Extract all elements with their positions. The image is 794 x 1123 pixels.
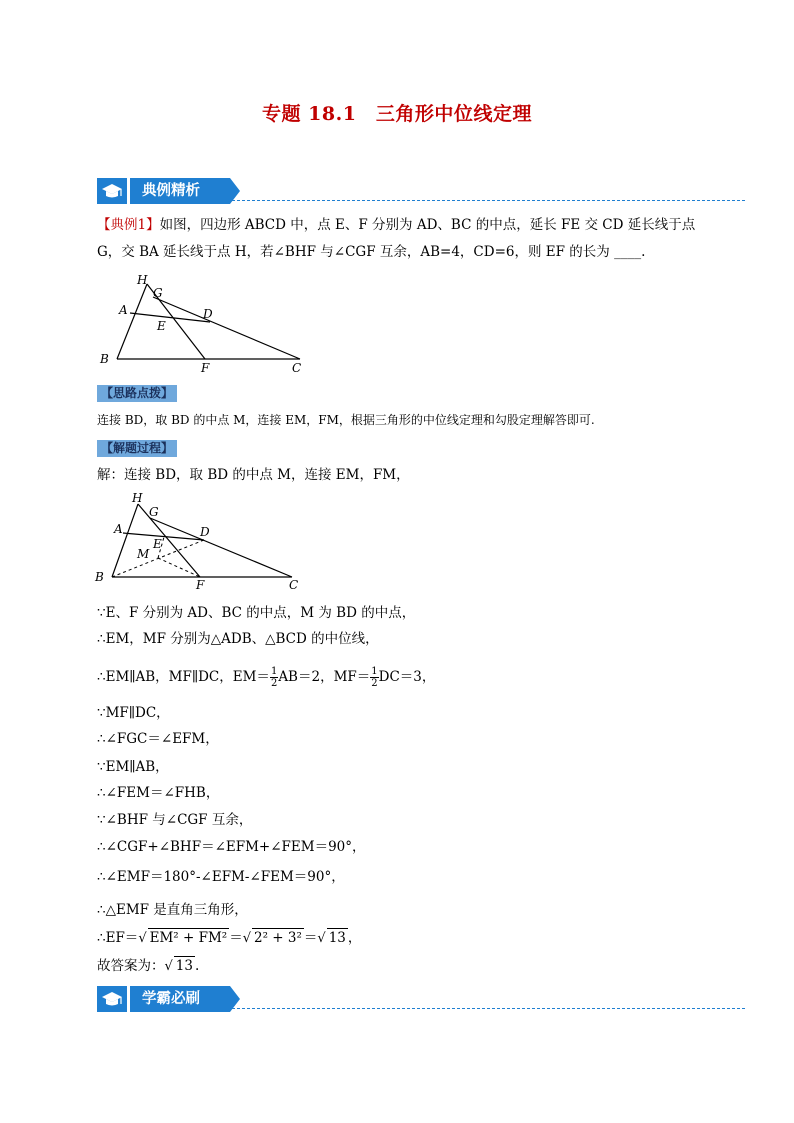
label-B: B bbox=[95, 570, 104, 584]
graduation-cap-icon bbox=[97, 986, 127, 1012]
ef-eq: ∴EF＝ bbox=[97, 930, 139, 946]
example-text-1: 如图，四边形 ABCD 中，点 E、F 分别为 AD、BC 的中点，延长 FE 交 CD 延长线于点 bbox=[159, 217, 696, 233]
section-title: 典例精析 bbox=[130, 178, 230, 204]
step-7: ∴∠FEM＝∠FHB， bbox=[97, 785, 220, 801]
label-H: H bbox=[137, 273, 148, 287]
step-4: ∵MF∥DC， bbox=[97, 705, 170, 721]
chevron-right-icon bbox=[221, 986, 243, 1012]
frac-den: 2 bbox=[371, 678, 378, 689]
section-title: 学霸必刷 bbox=[130, 986, 230, 1012]
step-3 bbox=[97, 666, 435, 689]
example-line-1 bbox=[97, 216, 695, 234]
label-E: E bbox=[153, 537, 162, 551]
radicand-2: 2² + 3² bbox=[254, 930, 302, 946]
example-line-2: G，交 BA 延长线于点 H，若∠BHF 与∠CGF 互余，AB=4，CD=6，则 EF 的长为 ____. bbox=[97, 244, 646, 260]
dashed-rule bbox=[227, 200, 745, 201]
chevron-right-icon bbox=[221, 178, 243, 204]
step-10: ∴∠EMF＝180°-∠EFM-∠FEM＝90°， bbox=[97, 869, 345, 885]
answer-radicand: 13 bbox=[175, 958, 193, 974]
step-12 bbox=[97, 928, 361, 948]
answer-period: . bbox=[194, 958, 200, 974]
step-3-a: ∴EM∥AB，MF∥DC，EM＝ bbox=[97, 669, 270, 685]
fraction-half bbox=[370, 666, 378, 689]
frac-num: 1 bbox=[371, 666, 378, 677]
label-B: B bbox=[100, 352, 109, 366]
sqrt-symbol: √ bbox=[317, 931, 326, 946]
label-D: D bbox=[200, 525, 210, 539]
label-A: A bbox=[119, 303, 128, 317]
step-8: ∵∠BHF 与∠CGF 互余， bbox=[97, 812, 253, 828]
section-header-practice bbox=[97, 986, 745, 1014]
answer-label: 故答案为： bbox=[97, 958, 165, 974]
label-C: C bbox=[289, 578, 299, 592]
figure-solution bbox=[92, 488, 312, 594]
step-6: ∵EM∥AB， bbox=[97, 759, 169, 775]
radicand-1: EM² + FM² bbox=[149, 930, 228, 946]
page-title: 专题 18.1 三角形中位线定理 bbox=[262, 103, 532, 125]
solution-intro: 解：连接 BD，取 BD 的中点 M，连接 EM，FM， bbox=[97, 467, 410, 483]
graduation-cap-icon bbox=[97, 178, 127, 204]
step-3-c: DC＝3， bbox=[378, 669, 436, 685]
label-H: H bbox=[132, 491, 143, 505]
label-G: G bbox=[153, 286, 163, 300]
step-9: ∴∠CGF+∠BHF＝∠EFM+∠FEM＝90°， bbox=[97, 839, 366, 855]
section-header-examples bbox=[97, 178, 745, 206]
step-5: ∴∠FGC＝∠EFM， bbox=[97, 731, 219, 747]
sqrt-symbol: √ bbox=[242, 931, 251, 946]
label-F: F bbox=[201, 361, 210, 375]
figure-quadrilateral bbox=[95, 270, 315, 378]
step-3-b: AB＝2，MF＝ bbox=[278, 669, 371, 685]
step-1: ∵E、F 分别为 AD、BC 的中点，M 为 BD 的中点， bbox=[97, 605, 416, 621]
example-label: 【典例1】 bbox=[97, 217, 160, 233]
hint-text: 连接 BD，取 BD 的中点 M，连接 EM，FM，根据三角形的中位线定理和勾股定理解答即可. bbox=[97, 413, 595, 427]
dashed-rule bbox=[227, 1008, 745, 1009]
sqrt-symbol: √ bbox=[164, 959, 173, 974]
answer-line bbox=[97, 956, 199, 976]
label-C: C bbox=[292, 361, 302, 375]
label-D: D bbox=[203, 307, 213, 321]
step-11: ∴△EMF 是直角三角形， bbox=[97, 902, 248, 918]
solution-tag: 【解题过程】 bbox=[97, 440, 177, 457]
label-E: E bbox=[157, 319, 166, 333]
label-A: A bbox=[114, 522, 123, 536]
comma: ， bbox=[347, 930, 362, 946]
label-F: F bbox=[196, 578, 205, 592]
hint-tag: 【思路点拨】 bbox=[97, 385, 177, 402]
label-M: M bbox=[137, 547, 150, 561]
sqrt-symbol: √ bbox=[138, 931, 147, 946]
label-G: G bbox=[149, 505, 159, 519]
frac-den: 2 bbox=[270, 678, 278, 689]
frac-num: 1 bbox=[270, 666, 278, 677]
step-2: ∴EM，MF 分别为△ADB、△BCD 的中位线， bbox=[97, 631, 379, 647]
radicand-3: 13 bbox=[328, 930, 346, 946]
eq-2: ＝ bbox=[303, 930, 318, 946]
eq-1: ＝ bbox=[229, 930, 243, 946]
